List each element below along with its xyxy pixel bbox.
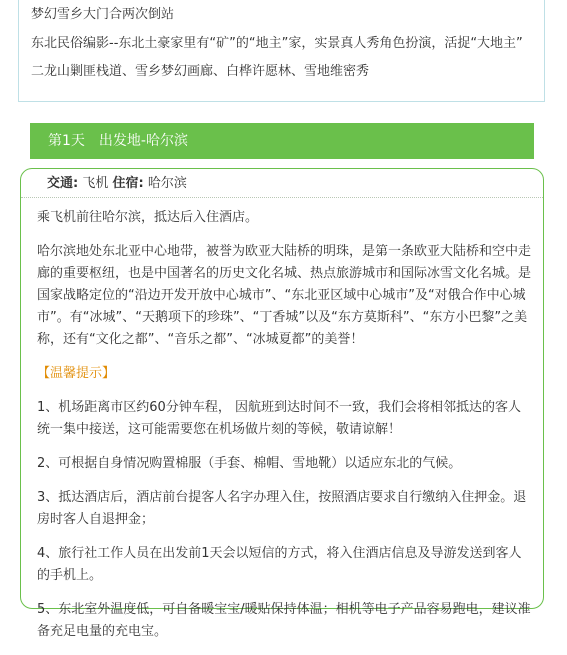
transport-lodging-row [47,175,187,193]
day-1-header [30,123,534,159]
lodging-value: 哈尔滨 [147,176,187,191]
highlight-line-3: 二龙山剿匪栈道、雪乡梦幻画廊、白桦许愿林、雪地维密秀 [31,64,370,79]
tip-item-2: 2、可根据自身情况购置棉服（手套、棉帽、雪地靴）以适应东北的气候。 [37,456,462,471]
day-1-content [37,207,531,655]
transport-value: 飞机 [82,176,109,191]
day-1-card [20,168,544,639]
highlight-line-2: 东北民俗编影--东北土豪家里有“矿”的“地主”家，实景真人秀角色扮演，活捉“大地主” [31,36,523,51]
tip-item-5: 5、东北室外温度低，可自备暖宝宝/暖贴保持体温；相机等电子产品容易跑电，建议准备充足电量的充电宝。 [37,602,531,639]
lodging-label: 住宿: [112,176,144,191]
tip-item-3: 3、抵达酒店后，酒店前台提客人名字办理入住，按照酒店要求自行缴纳入住押金。退房时客人自退押金； [37,490,527,527]
day-1-title: 第1天 出发地-哈尔滨 [48,133,188,149]
city-description: 哈尔滨地处东北亚中心地带，被誉为欧亚大陆桥的明珠，是第一条欧亚大陆桥和空中走廊的重要枢纽，也是中国著名的历史文化名城、热点旅游城市和国际冰雪文化名城。是国家战略定位的“沿边开发开放中心城市”、“东北亚区域中心城市”及“对俄合作中心城市”。有“冰城”、“天鹅项下的珍珠”、“丁香城”以及“东方莫斯科”、“东方小巴黎”之美称，还有“文化之都”、“音乐之都”、“冰城夏都”的美誉！ [37,244,532,347]
tip-item-1: 1、机场距离市区约60分钟车程， 因航班到达时间不一致，我们会将相邻抵达的客人统一集中接送，这可能需要您在机场做片刻的等候，敬请谅解！ [37,400,521,437]
highlight-line-1: 梦幻雪乡大门合两次倒站 [31,7,175,22]
intro-text: 乘飞机前往哈尔滨，抵达后入住酒店。 [37,210,259,225]
tip-item-4: 4、旅行社工作人员在出发前1天会以短信的方式，将入住酒店信息及导游发送到客人的手机上。 [37,546,522,583]
transport-label: 交通: [47,176,79,191]
itinerary-highlights-box [18,0,545,102]
card-divider [21,197,543,198]
tips-title: 【温馨提示】 [37,366,116,381]
